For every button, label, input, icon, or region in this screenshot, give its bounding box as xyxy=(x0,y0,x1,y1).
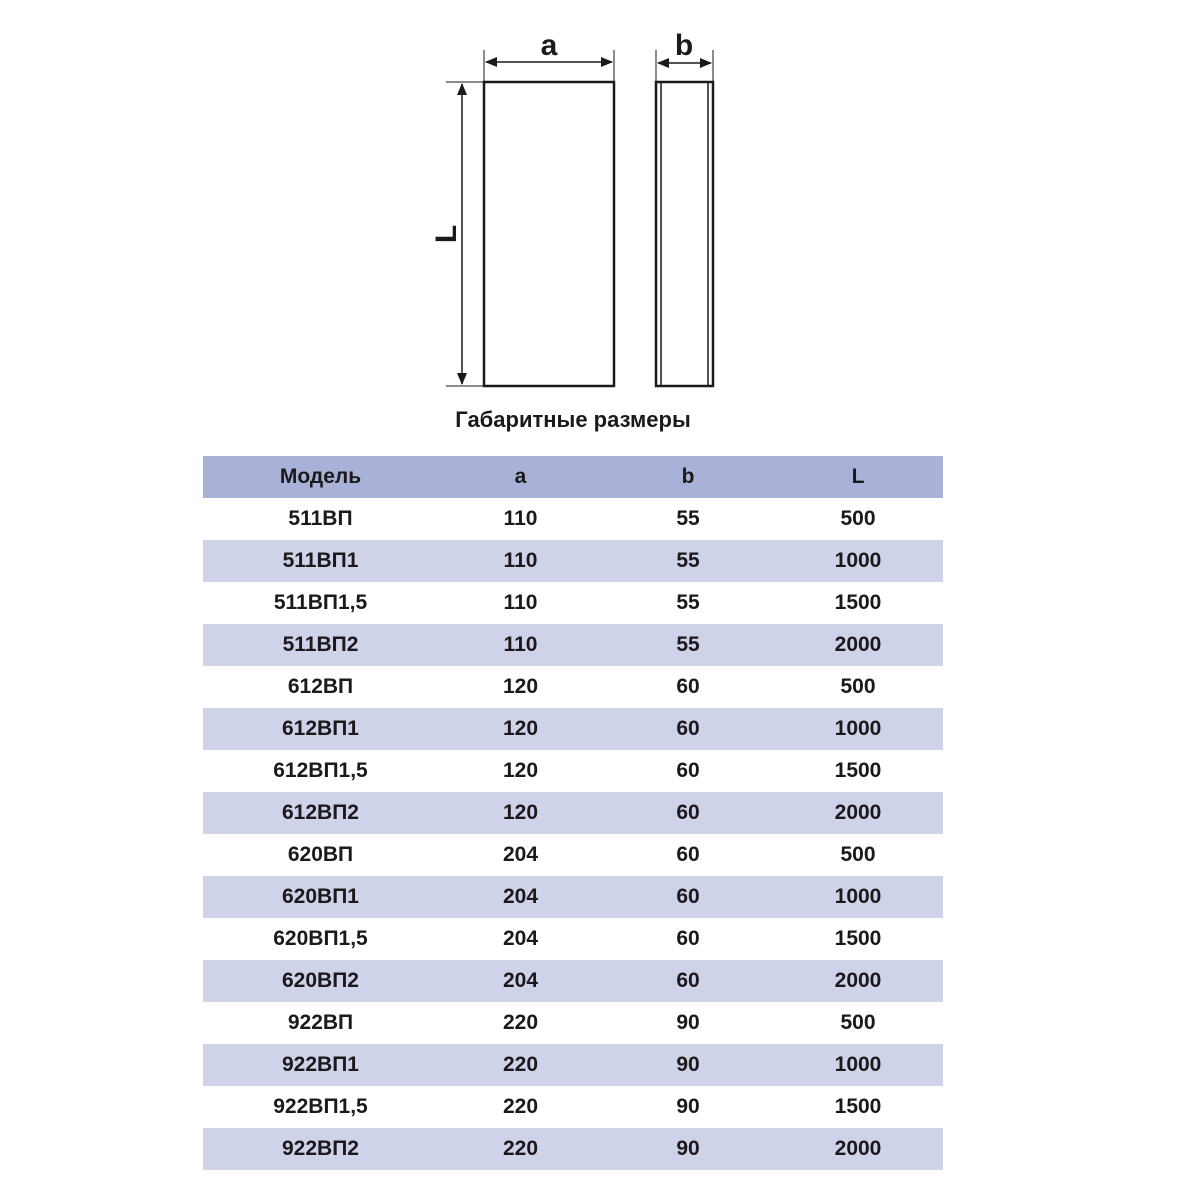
cell-model: 922ВП2 xyxy=(203,1128,438,1170)
table-header-row xyxy=(203,456,943,498)
cell-a: 110 xyxy=(503,591,538,614)
cell-model: 620ВП2 xyxy=(203,960,438,1002)
cell-model: 922ВП1,5 xyxy=(273,1095,368,1118)
cell-l: 500 xyxy=(840,843,876,866)
cell-l: 1500 xyxy=(834,759,882,782)
cell-l: 1500 xyxy=(834,1095,882,1118)
cell-l: 2000 xyxy=(773,960,943,1002)
cell-a: 204 xyxy=(502,843,539,866)
cell-l: 1500 xyxy=(834,591,882,614)
cell-l: 500 xyxy=(840,507,876,530)
header-b: b xyxy=(603,456,773,498)
cell-model: 922ВП1 xyxy=(203,1044,438,1086)
cell-b: 60 xyxy=(603,876,773,918)
cell-b: 90 xyxy=(676,1011,700,1034)
table-row xyxy=(203,876,943,918)
table-row xyxy=(203,960,943,1002)
table-row xyxy=(203,708,943,750)
cell-a: 204 xyxy=(502,927,539,950)
cell-model: 612ВП1,5 xyxy=(273,759,368,782)
cell-a: 110 xyxy=(438,624,603,666)
header-a: a xyxy=(438,456,603,498)
table-row xyxy=(203,498,943,540)
table-row xyxy=(203,624,943,666)
cell-l: 500 xyxy=(840,675,876,698)
table-row xyxy=(203,1128,943,1170)
table-row xyxy=(203,666,943,708)
cell-b: 60 xyxy=(603,792,773,834)
cell-model: 620ВП xyxy=(287,843,354,866)
dimension-a-label: a xyxy=(540,29,558,62)
cell-model: 620ВП1 xyxy=(203,876,438,918)
dimension-l xyxy=(430,82,484,386)
dimension-b-label: b xyxy=(674,29,694,62)
cell-model: 511ВП2 xyxy=(203,624,438,666)
cell-a: 220 xyxy=(502,1095,539,1118)
cell-b: 60 xyxy=(676,759,700,782)
side-view xyxy=(656,82,713,386)
cell-a: 120 xyxy=(502,759,539,782)
cell-a: 120 xyxy=(502,675,539,698)
dimension-l-label: L xyxy=(430,224,463,244)
cell-l: 2000 xyxy=(773,792,943,834)
cell-b: 55 xyxy=(603,540,773,582)
cell-l: 1000 xyxy=(773,540,943,582)
cell-b: 55 xyxy=(676,591,700,614)
cell-model: 511ВП1 xyxy=(203,540,438,582)
cell-b: 90 xyxy=(603,1044,773,1086)
cell-a: 204 xyxy=(438,960,603,1002)
front-view-rect xyxy=(484,82,614,386)
header-model: Модель xyxy=(203,456,438,498)
cell-l: 1000 xyxy=(773,876,943,918)
table-row xyxy=(203,1002,943,1044)
cell-a: 110 xyxy=(438,540,603,582)
table-row xyxy=(203,750,943,792)
table-body xyxy=(203,498,943,1170)
cell-a: 204 xyxy=(438,876,603,918)
table-row xyxy=(203,1086,943,1128)
table-row xyxy=(203,918,943,960)
cell-model: 511ВП xyxy=(288,507,353,530)
cell-model: 620ВП1,5 xyxy=(273,927,368,950)
cell-a: 220 xyxy=(438,1128,603,1170)
cell-model: 612ВП2 xyxy=(203,792,438,834)
table-row xyxy=(203,540,943,582)
dimensions-table xyxy=(203,456,943,1170)
cell-a: 110 xyxy=(503,507,538,530)
cell-l: 1000 xyxy=(773,708,943,750)
cell-l: 500 xyxy=(840,1011,876,1034)
cell-b: 55 xyxy=(603,624,773,666)
cell-b: 55 xyxy=(676,507,700,530)
table-row xyxy=(203,582,943,624)
cell-l: 1000 xyxy=(773,1044,943,1086)
cell-model: 612ВП xyxy=(287,675,354,698)
cell-l: 2000 xyxy=(773,1128,943,1170)
cell-b: 60 xyxy=(676,675,700,698)
cell-l: 1500 xyxy=(834,927,882,950)
cell-b: 60 xyxy=(676,927,700,950)
cell-l: 2000 xyxy=(773,624,943,666)
table-row xyxy=(203,834,943,876)
dimension-b xyxy=(656,29,713,82)
cell-a: 120 xyxy=(438,792,603,834)
header-l: L xyxy=(773,456,943,498)
drawing-caption: Габаритные размеры xyxy=(455,407,691,432)
cell-model: 511ВП1,5 xyxy=(273,591,368,614)
cell-a: 120 xyxy=(438,708,603,750)
cell-a: 220 xyxy=(502,1011,539,1034)
cell-b: 60 xyxy=(676,843,700,866)
table-row xyxy=(203,1044,943,1086)
cell-a: 220 xyxy=(438,1044,603,1086)
cell-b: 60 xyxy=(603,960,773,1002)
cell-b: 60 xyxy=(603,708,773,750)
cell-model: 922ВП xyxy=(287,1011,354,1034)
cell-b: 90 xyxy=(676,1095,700,1118)
cell-b: 90 xyxy=(603,1128,773,1170)
table-row xyxy=(203,792,943,834)
dimension-a xyxy=(484,29,614,82)
dimension-drawing xyxy=(0,0,1200,400)
cell-model: 612ВП1 xyxy=(203,708,438,750)
